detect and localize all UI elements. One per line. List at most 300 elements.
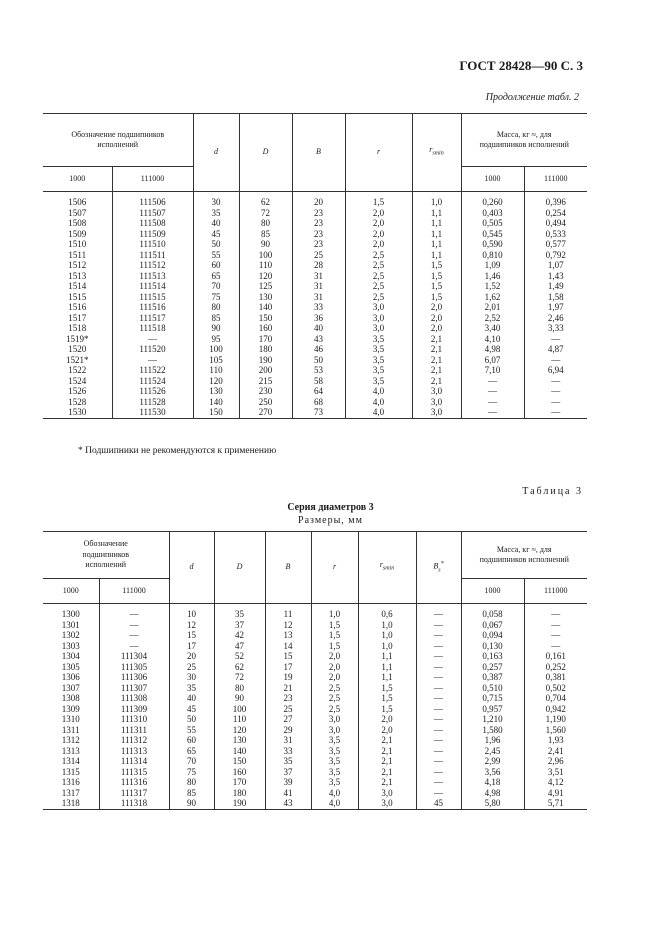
table-cell: 30 [169,672,214,683]
table-cell: 111526 [112,386,193,397]
table-cell: 2,5 [345,271,412,282]
table-cell: 2,46 [524,313,587,324]
table-cell: 0,067 [461,620,524,631]
table-cell: 73 [292,407,345,418]
table-cell: — [416,693,461,704]
table-cell: 0,252 [524,662,587,673]
table-cell: — [524,334,587,345]
col-rsmin-header: $r_{smin}$ [358,532,416,604]
table-cell: 25 [169,662,214,673]
table-cell: — [416,788,461,799]
table-cell: 12 [265,620,311,631]
col-d-header: d [169,532,214,604]
table-cell: 19 [265,672,311,683]
table-cell: 1311 [61,724,80,735]
table-cell: 1519* [66,333,89,344]
table-cell: 1304 [61,651,80,661]
table-row [43,397,587,408]
table-row [43,756,587,767]
col-d-header: d [193,114,239,192]
table-cell: 170 [214,777,265,788]
table-cell: 75 [169,767,214,778]
table-cell: 3,0 [345,313,412,324]
table-cell: 111309 [99,704,169,715]
table-row [43,365,587,376]
table-cell: 35 [214,604,265,620]
table-cell: 37 [214,620,265,631]
table-cell: 0,792 [524,250,587,261]
table-row [43,229,587,240]
table-cell: 90 [239,239,292,250]
table-cell: 111509 [112,229,193,240]
table-cell: 1,5 [345,192,412,208]
table-cell: 1524 [68,375,87,386]
table-cell: 1310 [61,714,80,724]
mass-header: Масса, кг ≈, для подшипников исполнений [461,532,587,579]
table-cell: 0,396 [524,192,587,208]
table-cell: 17 [169,641,214,652]
table-cell: 160 [214,767,265,778]
table-cell: 1305 [61,661,80,672]
table-cell: 80 [169,777,214,788]
table-cell: 12 [169,620,214,631]
table-cell: 100 [239,250,292,261]
table-cell: 1530 [43,407,112,418]
table-cell: 43 [292,334,345,345]
table-cell: 3,5 [345,334,412,345]
table-cell: 3,0 [358,798,416,809]
table-cell: 45 [416,798,461,809]
table-cell: 58 [292,376,345,387]
mass-1000-header: 1000 [461,167,524,192]
table-cell: 130 [214,735,265,746]
table-cell: 1,0 [358,630,416,641]
table-cell: 1307 [61,682,80,693]
table-cell: 180 [239,344,292,355]
table-cell: 0,6 [358,604,416,620]
table-cell: 1518 [68,323,87,333]
table-cell: 0,810 [461,250,524,261]
table-cell: 120 [214,725,265,736]
table-cell: 111522 [112,365,193,376]
designation-header: Обозначение подшипников исполнений [71,129,165,149]
table-cell: 2,45 [461,746,524,757]
table-cell: 250 [239,397,292,408]
table-cell: 111312 [99,735,169,746]
col-r-header: r [311,532,358,604]
table-cell: 1,93 [524,735,587,746]
table-cell: — [99,620,169,631]
table-cell: 33 [292,302,345,313]
table-cell: 111510 [112,239,193,250]
col-Bs-header: $B_s^*$ [416,532,461,604]
table-cell: 1316 [61,777,80,787]
table-cell: 2,5 [345,260,412,271]
table-cell: 150 [214,756,265,767]
table-cell: 31 [292,292,345,303]
table-row [43,192,587,208]
table-cell: 0,957 [461,704,524,715]
table-row [43,313,587,324]
table-cell: 1,5 [412,281,461,292]
table-cell: 6,07 [461,355,524,366]
table-row [43,355,587,366]
table-cell: 2,0 [412,313,461,324]
table-cell: 230 [239,386,292,397]
table-cell: 270 [239,407,292,418]
table-cell: 1318 [43,798,99,809]
table-cell: 2,5 [311,683,358,694]
table-cell: 111306 [99,672,169,683]
table-cell: 23 [292,239,345,250]
table-cell: 70 [169,756,214,767]
table-cell: 27 [265,714,311,725]
table-cell: 1,210 [461,714,524,725]
mass-header: Масса, кг ≈, для подшипников исполнений [461,114,587,167]
table-cell: 0,094 [461,630,524,641]
table-cell: 0,254 [524,208,587,219]
table-cell: 0,942 [524,704,587,715]
page-header: ГОСТ 28428—90 С. 3 [459,58,583,73]
table-cell: 0,505 [461,218,524,229]
table-cell: 4,18 [461,777,524,788]
table-cell: 1,1 [412,229,461,240]
table-cell: 120 [193,376,239,387]
table-cell: 37 [265,767,311,778]
table-cell: 3,40 [461,323,524,334]
table-cell: 53 [292,365,345,376]
table-cell: — [99,630,169,641]
table-cell: 25 [292,250,345,261]
table-cell: 0,494 [524,218,587,229]
table-row [43,407,587,418]
table-cell: 111524 [112,376,193,387]
table-cell: 2,01 [461,302,524,313]
table-cell: — [416,756,461,767]
table-cell: 1517 [68,312,87,323]
table-row [43,641,587,652]
table-cell: 52 [214,651,265,662]
table-row [43,777,587,788]
table-cell: — [416,662,461,673]
table-cell: 0,163 [461,651,524,662]
series-1000-header: 1000 [62,585,79,595]
mass-1000-header: 1000 [461,579,524,604]
table-cell: 17 [265,662,311,673]
table-cell: 4,98 [461,344,524,355]
table-cell: 72 [239,208,292,219]
table-cell: 25 [265,704,311,715]
table-cell: — [524,355,587,366]
table-cell: 1,1 [412,239,461,250]
bearing-table-3 [43,531,587,810]
table-row [43,250,587,261]
table-cell: 111307 [99,683,169,694]
table-cell: 0,715 [461,693,524,704]
table-cell: 1,5 [311,620,358,631]
table-cell: 80 [214,683,265,694]
table-cell: 13 [265,630,311,641]
table-cell: 2,0 [345,229,412,240]
table-cell: 1506 [68,197,87,207]
table-cell: 140 [239,302,292,313]
table-cell: 2,1 [358,735,416,746]
table-cell: 1315 [61,766,80,777]
table-cell: 111507 [112,208,193,219]
table-cell: 2,1 [412,344,461,355]
table-cell: — [416,620,461,631]
table-cell: 5,80 [461,798,524,809]
table-row [43,376,587,387]
table-cell: 2,5 [345,292,412,303]
table-cell: 4,0 [345,407,412,418]
table-cell: 68 [292,397,345,408]
table-cell: 160 [239,323,292,334]
table-cell: 2,52 [461,313,524,324]
table-cell: 3,5 [311,777,358,788]
table-cell: 23 [292,229,345,240]
table-cell: 111317 [99,788,169,799]
table-cell: 80 [193,302,239,313]
table-cell: — [416,630,461,641]
col-r-header: r [345,114,412,192]
table-cell: 1,62 [461,292,524,303]
table-cell: 1,5 [412,271,461,282]
table-cell: 111513 [112,271,193,282]
table-cell: 7,10 [461,365,524,376]
table-cell: 111528 [112,397,193,408]
table-cell: 3,0 [311,714,358,725]
col-B-header: B [265,532,311,604]
table-cell: 3,56 [461,767,524,778]
table-cell: 35 [265,756,311,767]
table-cell: 110 [214,714,265,725]
table-cell: 45 [193,229,239,240]
table-cell: 2,0 [358,725,416,736]
table-cell: 2,1 [412,376,461,387]
table-row [43,662,587,673]
table-cell: 111518 [112,323,193,334]
table-cell: 1,96 [461,735,524,746]
table-continuation-label: Продолжение табл. 2 [485,92,579,103]
table-cell: 110 [193,365,239,376]
table-cell: 111316 [99,777,169,788]
table-cell: 28 [292,260,345,271]
table-cell: 1,5 [311,630,358,641]
table-cell: 2,0 [358,714,416,725]
table-cell: 111512 [112,260,193,271]
table-cell: 75 [193,292,239,303]
table-cell: 2,0 [412,302,461,313]
table-cell: 31 [292,271,345,282]
table-cell: 1,09 [461,260,524,271]
col-B-header: B [292,114,345,192]
table-cell: 1,1 [358,672,416,683]
table-cell: 111514 [112,281,193,292]
table-cell: 0,257 [461,662,524,673]
table-cell: 1,5 [358,683,416,694]
table-cell: 190 [239,355,292,366]
table-cell: 23 [292,208,345,219]
table-cell: 64 [292,386,345,397]
table-cell: 3,5 [311,756,358,767]
table-cell: 60 [193,260,239,271]
table-cell: 42 [214,630,265,641]
table-cell: 55 [193,250,239,261]
table-cell: 1512 [68,260,87,270]
table-cell: 2,0 [311,651,358,662]
table-cell: 111313 [99,746,169,757]
table-row [43,208,587,219]
table-row [43,746,587,757]
table-row [43,292,587,303]
table-cell: 111310 [99,714,169,725]
table-cell: 2,1 [358,756,416,767]
table-cell: 39 [265,777,311,788]
table-cell: 3,5 [311,746,358,757]
col-D-header: D [214,532,265,604]
table-cell: 3,5 [345,365,412,376]
series-111000-header: 111000 [112,167,193,192]
bearing-table-2 [43,113,587,419]
table-cell: 70 [193,281,239,292]
table-cell: 1,07 [524,260,587,271]
table-cell: 2,1 [412,355,461,366]
table-cell: 15 [169,630,214,641]
table-cell: 35 [169,683,214,694]
table-cell: 1526 [68,386,87,396]
table-cell: 50 [193,239,239,250]
table-row [43,767,587,778]
table-cell: 1317 [61,787,80,798]
table-cell: 4,10 [461,334,524,345]
table-cell: 1,49 [524,281,587,292]
table-cell: 3,0 [358,788,416,799]
table-cell: 0,403 [461,208,524,219]
table-cell: — [524,620,587,631]
table-cell: — [524,604,587,620]
table-cell: 1313 [61,745,80,756]
table-row [43,344,587,355]
table-cell: 111318 [99,798,169,809]
designation-header: Обозначение подшипников исполнений [82,539,130,570]
table-cell: 0,502 [524,683,587,694]
table-cell: 85 [169,788,214,799]
table-cell: 90 [193,323,239,334]
table-cell: 1306 [61,672,80,682]
table-cell: 3,5 [345,376,412,387]
table-cell: 170 [239,334,292,345]
table-cell: 2,96 [524,756,587,767]
table-cell: 3,51 [524,767,587,778]
table-cell: 1312 [61,735,80,745]
table-cell: 3,0 [345,302,412,313]
table-cell: 0,510 [461,683,524,694]
table-cell: 2,99 [461,756,524,767]
table-cell: — [416,672,461,683]
table-cell: 111508 [112,218,193,229]
table-cell: 3,0 [311,725,358,736]
table-cell: 60 [169,735,214,746]
table-row [43,704,587,715]
col-rsmin-header: $r_{smin}$ [412,114,461,192]
table-cell: 5,71 [524,798,587,809]
table-cell: 35 [193,208,239,219]
table-cell: 4,0 [311,788,358,799]
table-cell: 50 [292,355,345,366]
table-cell: 2,1 [358,767,416,778]
table-row [43,260,587,271]
table-cell: 36 [292,313,345,324]
table-cell: 140 [214,746,265,757]
table-cell: 3,33 [524,323,587,334]
table-cell: 1510 [68,239,87,249]
table-cell: 3,5 [345,355,412,366]
table-cell: 0,058 [461,604,524,620]
table-cell: 2,0 [412,323,461,334]
table-cell: 111517 [112,313,193,324]
table-cell: 100 [193,344,239,355]
table-cell: 111515 [112,292,193,303]
table-row [43,651,587,662]
table-cell: 1,1 [412,218,461,229]
table-cell: 4,91 [524,788,587,799]
table-cell: 31 [292,281,345,292]
table-cell: 111304 [99,651,169,662]
table-cell: 80 [239,218,292,229]
table-3-label: Таблица 3 [522,486,583,497]
table-cell: — [112,355,193,366]
table-cell: 90 [214,693,265,704]
table-row [43,735,587,746]
table-cell: 1,580 [461,725,524,736]
table-cell: 1513 [68,270,87,281]
table-row [43,334,587,345]
table-cell: 1,0 [311,604,358,620]
table-cell: 46 [292,344,345,355]
table-cell: 105 [193,355,239,366]
table-cell: — [416,735,461,746]
table-cell: — [524,641,587,652]
table-cell: — [99,604,169,620]
table-cell: 2,0 [345,239,412,250]
table-cell: — [461,376,524,387]
table-cell: 2,5 [345,250,412,261]
series-title: Серия диаметров 3 [287,502,374,513]
table-cell: 1,5 [412,292,461,303]
table-cell: 3,5 [345,344,412,355]
table-cell: 111311 [99,725,169,736]
table-cell: 1515 [68,291,87,302]
table-cell: 33 [265,746,311,757]
table-cell: 4,98 [461,788,524,799]
table-cell: 2,1 [412,334,461,345]
sizes-subtitle: Размеры, мм [298,515,363,526]
table-cell: 65 [169,746,214,757]
table-cell: — [416,641,461,652]
table-row [43,672,587,683]
table-cell: 4,0 [311,798,358,809]
table-cell: 0,387 [461,672,524,683]
table-cell: 3,0 [412,397,461,408]
table-cell: — [524,376,587,387]
mass-111000-header: 111000 [524,579,587,604]
table-cell: 1,97 [524,302,587,313]
table-cell: — [99,641,169,652]
table-cell: 1300 [61,609,80,619]
table-cell: 4,87 [524,344,587,355]
table-cell: 2,41 [524,746,587,757]
